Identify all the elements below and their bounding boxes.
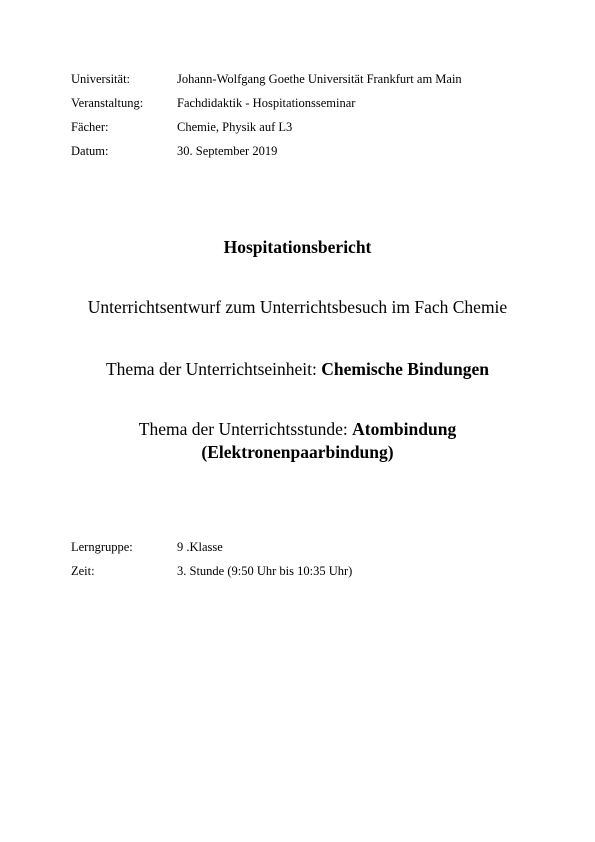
info-row-time xyxy=(71,563,352,579)
info-row-learning-group xyxy=(71,539,223,555)
info-label: Lerngruppe: xyxy=(71,540,133,554)
info-label: Universität: xyxy=(71,72,131,86)
document-title: Hospitationsbericht xyxy=(223,237,372,257)
info-value: Johann-Wolfgang Goethe Universität Frankfurt am Main xyxy=(177,72,462,86)
info-label: Zeit: xyxy=(71,564,95,578)
info-label: Datum: xyxy=(71,144,109,158)
info-row-course xyxy=(71,95,355,111)
info-value: 30. September 2019 xyxy=(177,144,278,158)
lesson-topic-value-continued: (Elektronenpaarbindung) xyxy=(201,442,394,462)
info-value: Fachdidaktik - Hospitationsseminar xyxy=(177,96,356,110)
unit-topic-value: Chemische Bindungen xyxy=(321,359,489,379)
unit-topic-prefix: Thema der Unterrichtseinheit: xyxy=(105,359,322,379)
lesson-topic xyxy=(0,418,595,440)
info-label: Veranstaltung: xyxy=(71,96,144,110)
info-row-subjects xyxy=(71,119,292,135)
lesson-topic-prefix: Thema der Unterrichtsstunde: xyxy=(138,419,353,439)
unit-topic xyxy=(0,358,595,380)
info-row-date xyxy=(71,143,277,159)
lesson-topic-value: Atombindung xyxy=(352,419,457,439)
info-value: Chemie, Physik auf L3 xyxy=(177,120,293,134)
document-subtitle: Unterrichtsentwurf zum Unterrichtsbesuch im Fach Chemie xyxy=(87,297,508,317)
info-value: 9 .Klasse xyxy=(177,540,223,554)
info-row-university xyxy=(71,71,462,87)
info-label: Fächer: xyxy=(71,120,109,134)
info-value: 3. Stunde (9:50 Uhr bis 10:35 Uhr) xyxy=(177,564,353,578)
